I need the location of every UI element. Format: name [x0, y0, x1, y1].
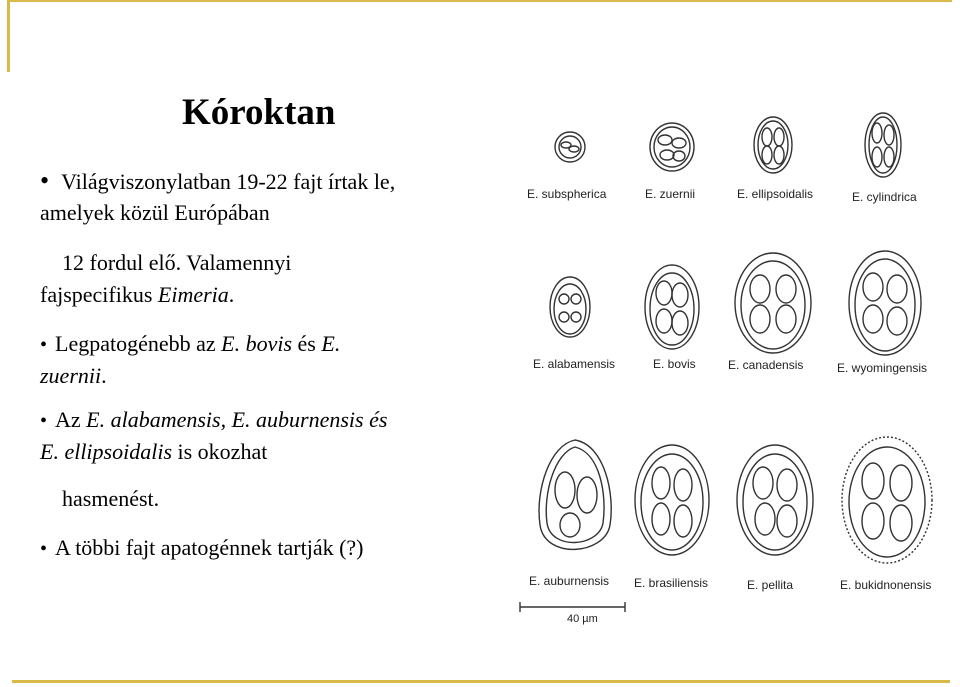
oocyst-alabamensis [550, 277, 590, 337]
oocyst-pellita [737, 445, 813, 555]
bullet-1-line-1: • Világviszonylatban 19-22 fajt írtak le, [40, 166, 396, 195]
scale-bar [520, 602, 625, 612]
oocyst-zuernii [650, 123, 694, 171]
label-auburnensis: E. auburnensis [529, 574, 610, 588]
label-pellita: E. pellita [747, 578, 794, 592]
scale-bar-label: 40 µm [567, 613, 598, 625]
bullet-1-line-4: fajspecifikus Eimeria. [40, 282, 235, 307]
bullet-icon: • [40, 166, 50, 195]
bullet-icon: • [40, 410, 48, 432]
bullet-icon: • [40, 334, 48, 356]
label-cylindrica: E. cylindrica [852, 190, 917, 204]
bullet-3-line-2: E. ellipsoidalis is okozhat [40, 439, 268, 464]
label-alabamensis: E. alabamensis [533, 357, 616, 371]
bullet-3-line-3: hasmenést. [62, 486, 160, 511]
label-canadensis: E. canadensis [728, 358, 804, 372]
bullet-1-line-3: 12 fordul elő. Valamennyi [62, 250, 292, 275]
oocyst-wyomingensis [849, 251, 921, 355]
frame-bottom-border [12, 680, 950, 683]
bullet-2-line-2: zuernii. [40, 363, 107, 388]
bullet-2-line-1: • Legpatogénebb az E. bovis és E. [40, 331, 341, 356]
slide-title: Kóroktan [182, 92, 336, 133]
label-zuernii: E. zuernii [645, 187, 696, 201]
label-brasiliensis: E. brasiliensis [634, 576, 709, 590]
label-bukidnonensis: E. bukidnonensis [840, 578, 932, 592]
frame-left-border [7, 0, 10, 72]
oocyst-figure [515, 85, 945, 635]
bullet-3-line-1: • Az E. alabamensis, E. auburnensis és [40, 407, 388, 432]
bullet-1-line-2: amelyek közül Európában [40, 200, 270, 225]
label-ellipsoidalis: E. ellipsoidalis [737, 187, 814, 201]
oocyst-brasiliensis [635, 445, 709, 555]
oocyst-subspherica [555, 132, 585, 162]
label-subspherica: E. subspherica [527, 187, 607, 201]
oocyst-bukidnonensis [842, 437, 932, 563]
oocyst-bovis [645, 265, 699, 349]
oocyst-cylindrica [865, 113, 901, 177]
label-bovis: E. bovis [653, 357, 696, 371]
frame-top-border [7, 0, 952, 2]
bullet-icon: • [40, 538, 48, 560]
bullet-4: • A többi fajt apatogénnek tartják (?) [40, 535, 364, 560]
oocyst-ellipsoidalis [754, 117, 792, 173]
oocyst-auburnensis [539, 440, 611, 549]
label-wyomingensis: E. wyomingensis [837, 361, 928, 375]
oocyst-canadensis [735, 253, 811, 353]
